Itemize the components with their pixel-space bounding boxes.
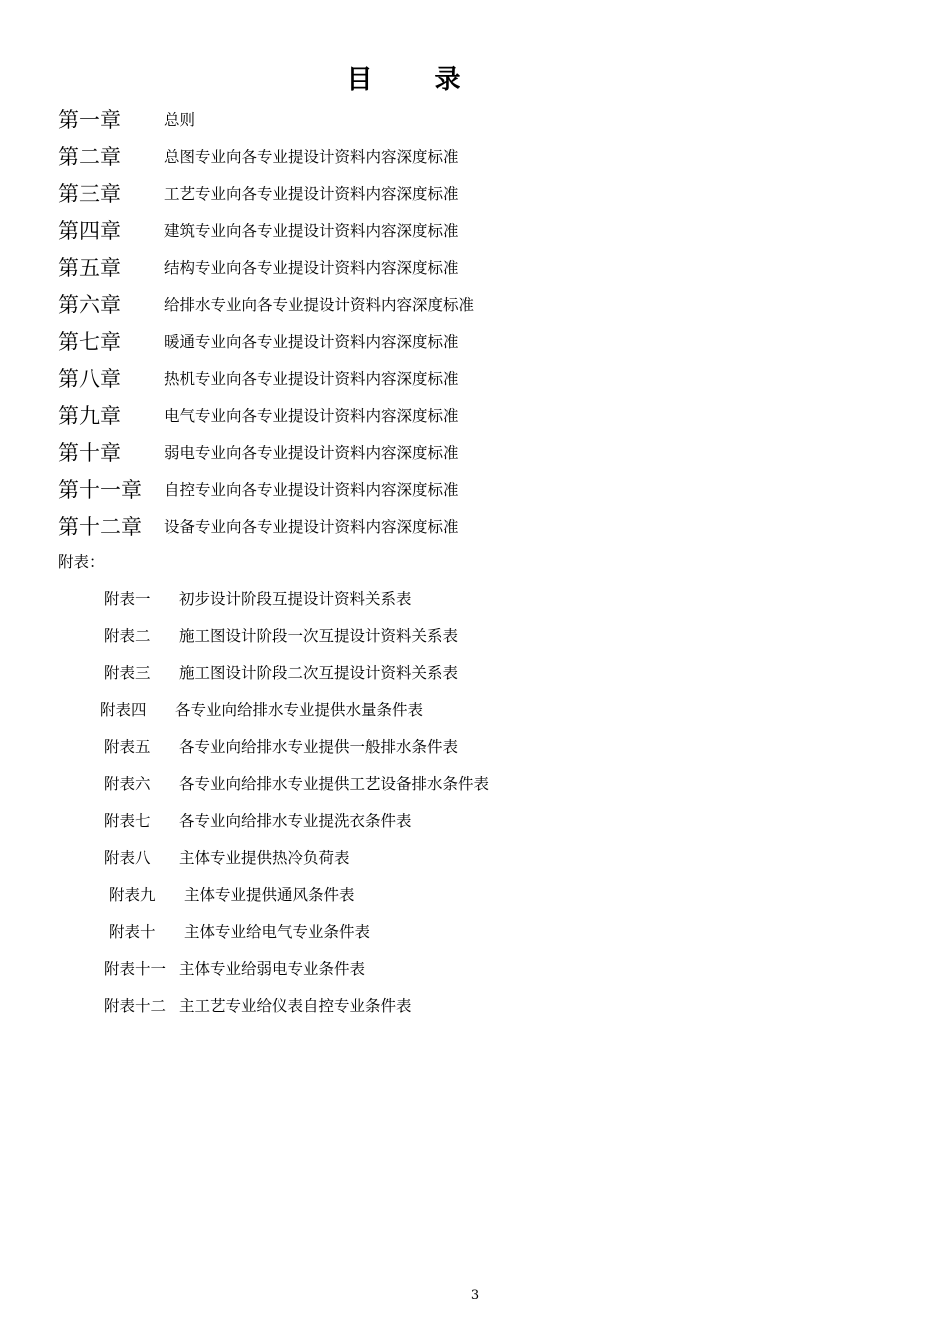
appendix-row: [104, 734, 459, 760]
appendix-label: 附表十: [109, 923, 156, 941]
appendix-row: [104, 808, 412, 834]
appendix-label: 附表三: [104, 664, 151, 682]
chapter-title: 设备专业向各专业提设计资料内容深度标准: [164, 517, 459, 536]
chapter-title: 建筑专业向各专业提设计资料内容深度标准: [164, 221, 459, 240]
appendix-row: [109, 882, 355, 908]
appendix-row: [104, 586, 412, 612]
appendix-row: [104, 956, 366, 982]
chapter-number: 第七章: [58, 329, 121, 354]
chapter-row: [58, 396, 474, 433]
chapter-number: 第九章: [58, 403, 121, 428]
appendix-row: [104, 623, 459, 649]
appendix-title: 各专业向给排水专业提洗衣条件表: [179, 812, 412, 830]
appendix-row: [104, 660, 459, 686]
appendix-label: 附表十一: [104, 960, 167, 978]
appendix-title: 主体专业给电气专业条件表: [184, 923, 371, 941]
chapter-row: [58, 433, 474, 470]
appendix-title: 主工艺专业给仪表自控专业条件表: [179, 997, 412, 1015]
chapter-title: 热机专业向各专业提设计资料内容深度标准: [164, 369, 459, 388]
chapter-number: 第十二章: [58, 514, 142, 539]
chapter-number: 第六章: [58, 292, 121, 317]
appendix-row: [100, 697, 424, 723]
appendix-label: 附表六: [104, 775, 151, 793]
appendix-row: [104, 771, 490, 797]
chapter-row: [58, 359, 474, 396]
chapter-title: 工艺专业向各专业提设计资料内容深度标准: [164, 184, 459, 203]
appendix-title: 施工图设计阶段一次互提设计资料关系表: [179, 627, 459, 645]
appendix-label: 附表八: [104, 849, 151, 867]
appendix-label: 附表九: [109, 886, 156, 904]
appendix-title: 施工图设计阶段二次互提设计资料关系表: [179, 664, 459, 682]
chapter-number: 第一章: [58, 107, 121, 132]
appendix-title: 主体专业提供通风条件表: [184, 886, 355, 904]
chapter-number: 第三章: [58, 181, 121, 206]
appendix-title: 各专业向给排水专业提供一般排水条件表: [179, 738, 459, 756]
chapter-number: 第五章: [58, 255, 121, 280]
page-title: 目录: [346, 65, 523, 95]
appendix-row: [104, 993, 412, 1019]
chapter-row: [58, 507, 474, 544]
appendix-label: 附表四: [100, 701, 147, 719]
chapter-title: 自控专业向各专业提设计资料内容深度标准: [164, 480, 459, 499]
appendix-row: [104, 845, 350, 871]
chapter-title: 弱电专业向各专业提设计资料内容深度标准: [164, 443, 459, 462]
chapter-row: [58, 285, 474, 322]
chapter-row: [58, 174, 474, 211]
chapter-row: [58, 137, 474, 174]
appendix-title: 各专业向给排水专业提供水量条件表: [175, 701, 424, 719]
chapter-row: [58, 248, 474, 285]
appendix-title: 主体专业给弱电专业条件表: [179, 960, 366, 978]
appendix-label: 附表十二: [104, 997, 167, 1015]
appendix-heading: 附表：: [58, 553, 105, 571]
appendix-label: 附表二: [104, 627, 151, 645]
chapter-title: 总图专业向各专业提设计资料内容深度标准: [164, 147, 459, 166]
chapter-number: 第二章: [58, 144, 121, 169]
appendix-row: [109, 919, 371, 945]
appendix-title: 主体专业提供热冷负荷表: [179, 849, 350, 867]
chapter-row: [58, 211, 474, 248]
appendix-label: 附表七: [104, 812, 151, 830]
chapter-row: [58, 470, 474, 507]
chapter-row: [58, 100, 474, 137]
appendix-title: 各专业向给排水专业提供工艺设备排水条件表: [179, 775, 490, 793]
appendix-title: 初步设计阶段互提设计资料关系表: [179, 590, 412, 608]
page-number: 3: [470, 1288, 480, 1303]
chapter-number: 第八章: [58, 366, 121, 391]
chapter-number: 第十章: [58, 440, 121, 465]
chapter-title: 电气专业向各专业提设计资料内容深度标准: [164, 406, 459, 425]
appendix-label: 附表一: [104, 590, 151, 608]
chapter-title: 结构专业向各专业提设计资料内容深度标准: [164, 258, 459, 277]
chapter-number: 第十一章: [58, 477, 142, 502]
chapter-title: 总则: [164, 110, 196, 129]
chapter-title: 给排水专业向各专业提设计资料内容深度标准: [164, 295, 475, 314]
chapter-row: [58, 322, 474, 359]
chapter-list: [58, 100, 474, 544]
chapter-number: 第四章: [58, 218, 121, 243]
chapter-title: 暖通专业向各专业提设计资料内容深度标准: [164, 332, 459, 351]
appendix-label: 附表五: [104, 738, 151, 756]
